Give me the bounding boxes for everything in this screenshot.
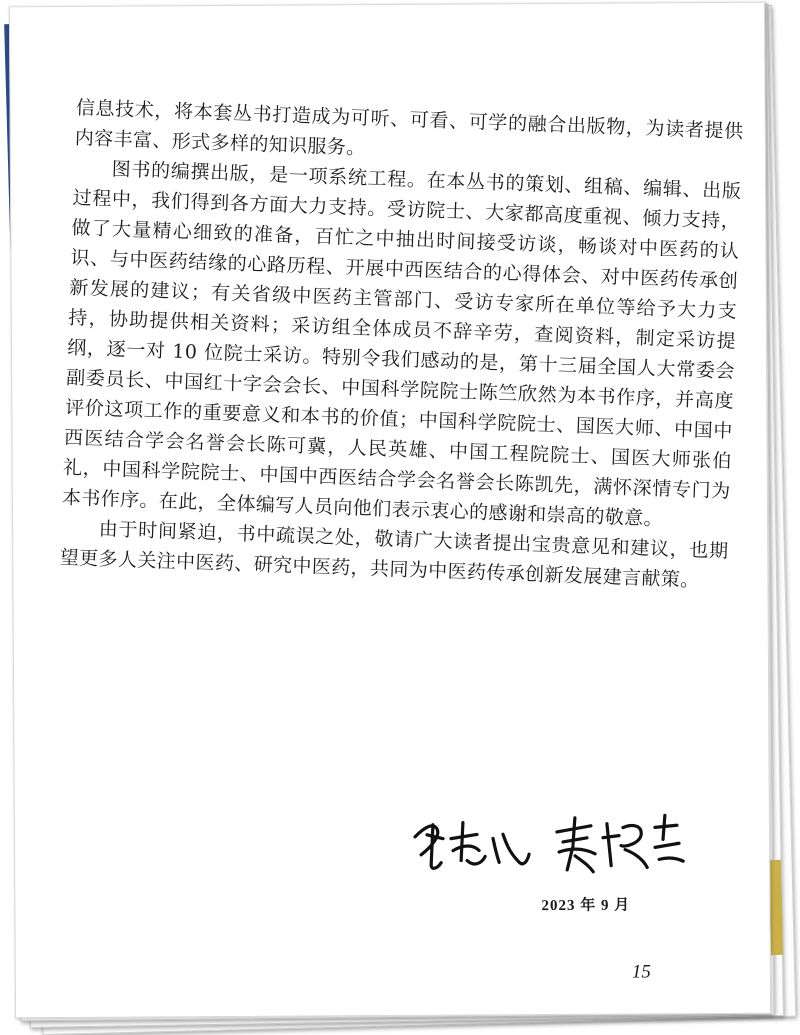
page-number: 15 bbox=[631, 961, 651, 983]
paragraph-3: 由于时间紧迫，书中疏误之处，敬请广大读者提出宝贵意见和建议，也期望更多人关注中医药、研究中医药，共同为中医药传承创新发展建言献策。 bbox=[59, 517, 729, 592]
paragraph-1: 信息技术，将本套丛书打造成为可听、可看、可学的融合出版物，为读者提供内容丰富、形式多样的知识服务。 bbox=[74, 96, 744, 160]
book-edge-gold bbox=[769, 860, 783, 955]
body-text bbox=[59, 93, 744, 597]
document-page bbox=[9, 2, 771, 1019]
paragraph-2: 图书的编撰出版，是一项系统工程。在本丛书的策划、组稿、编辑、出版过程中，我们得到各方面大力支持。受访院士、大家都高度重视、倾力支持，做了大量精心细致的准备，百忙之中抽出时间接受访谈，畅谈对中医药的认识、与中医药结缘的心路历程、开展中西医结合的心得体会、对中医药传承创新发展的建议；有关省级中医药主管部门、受访专家所在单位等给予大力支持，协助提供相关资料；采访组全体成员不辞辛劳，查阅资料，制定采访提纲，逐一对 10 位院士采访。特别令我们感动的是，第十三届全国人大常委会副委员长、中国红十字会会长、中国科学院院士陈竺欣然为本书作序，并高度评价这项工作的重要意义和本书的价值；中国科学院院士、国医大师、中国中西医结合学会名誉会长陈可冀，人民英雄、中国工程院院士、国医大师张伯礼，中国科学院院士、中国中西医结合学会名誉会长陈凯先，满怀深情专门为本书作序。在此，全体编写人员向他们表示衷心的感谢和崇高的敬意。 bbox=[61, 158, 742, 531]
date-line: 2023 年 9 月 bbox=[541, 897, 631, 915]
handwritten-signature bbox=[407, 803, 687, 877]
